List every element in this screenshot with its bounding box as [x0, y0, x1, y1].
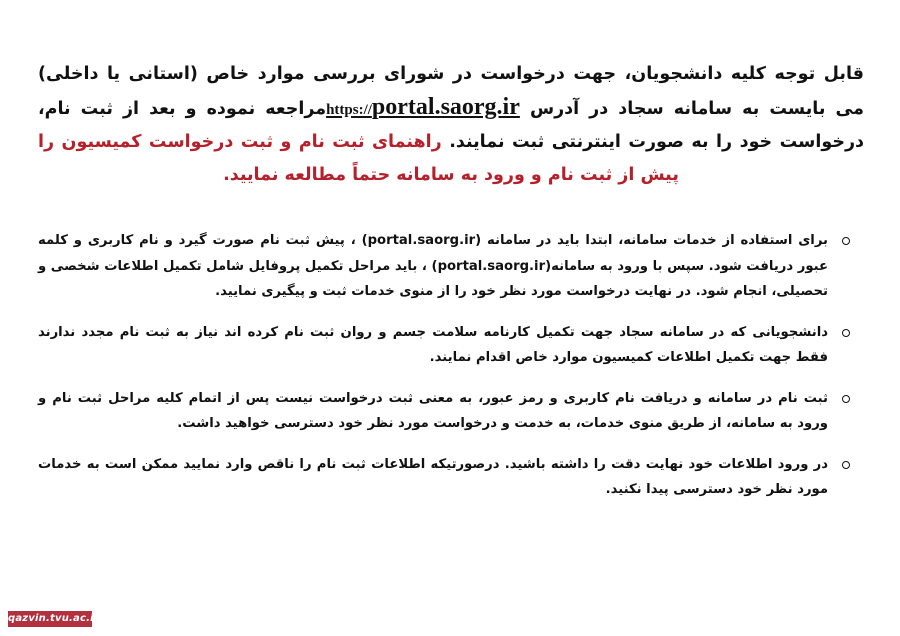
- circle-bullet-icon: [842, 395, 850, 403]
- note-text: برای استفاده از خدمات سامانه، ابتدا باید در سامانه (portal.saorg.ir) ، پیش ثبت نام صورت گیرد و نام کاربری و کلمه عبور دریافت شود. سپس با ورود به سامانه(portal.saorg.ir) ، باید مراحل تکمیل پروفایل شامل تکمیل اطلاعات شخصی و تحصیلی، انجام شود. در نهایت درخواست مورد نظر خود را از منوی خدمات ثبت و پیگیری نمایید.: [38, 233, 829, 299]
- circle-bullet-icon: [842, 329, 850, 337]
- note-item: [38, 386, 850, 437]
- portal-url-link[interactable]: [326, 94, 520, 120]
- circle-bullet-icon: [842, 461, 850, 469]
- announcement-text-part1: قابل توجه کلیه دانشجویان، جهت درخواست در شورای بررسی موارد خاص (استانی یا داخلی) می بایست به سامانه سجاد در آدرس: [38, 64, 864, 119]
- note-item: [38, 320, 850, 371]
- guide-warning-text: راهنمای ثبت نام و ثبت درخواست کمیسیون را پیش از ثبت نام و ورود به سامانه حتماً مطالعه نمایید.: [38, 132, 679, 185]
- note-item: [38, 452, 850, 503]
- note-text: در ورود اطلاعات خود نهایت دقت را داشته باشید. درصورتیکه اطلاعات ثبت نام را ناقص وارد نمایید ممکن است به خدمات مورد نظر خود دسترسی پیدا نکنید.: [38, 456, 828, 497]
- site-footer-badge[interactable]: qazvin.tvu.ac.ir: [8, 611, 92, 627]
- announcement-text-part2: مراجعه نموده و بعد از ثبت نام، درخواست خود را به صورت اینترنتی ثبت نمایند.: [38, 98, 864, 152]
- circle-bullet-icon: [842, 237, 850, 245]
- portal-url-domain: portal.saorg.ir: [371, 93, 520, 120]
- portal-url-prefix: https://: [326, 101, 372, 118]
- notes-list: [38, 228, 850, 518]
- announcement-headline: [38, 58, 864, 191]
- note-item: [38, 228, 850, 305]
- note-text: دانشجویانی که در سامانه سجاد جهت تکمیل کارنامه سلامت جسم و روان ثبت نام کرده اند نیاز به ثبت نام مجدد ندارند فقط جهت تکمیل اطلاعات کمیسیون موارد خاص اقدام نمایند.: [38, 324, 828, 365]
- note-text: ثبت نام در سامانه و دریافت نام کاربری و رمز عبور، به معنی ثبت درخواست نیست پس از اتمام کلیه مراحل ثبت نام و ورود به سامانه، از طریق منوی خدمات، به خدمت و درخواست مورد نظر خود دسترسی خواهید داشت.: [38, 390, 828, 431]
